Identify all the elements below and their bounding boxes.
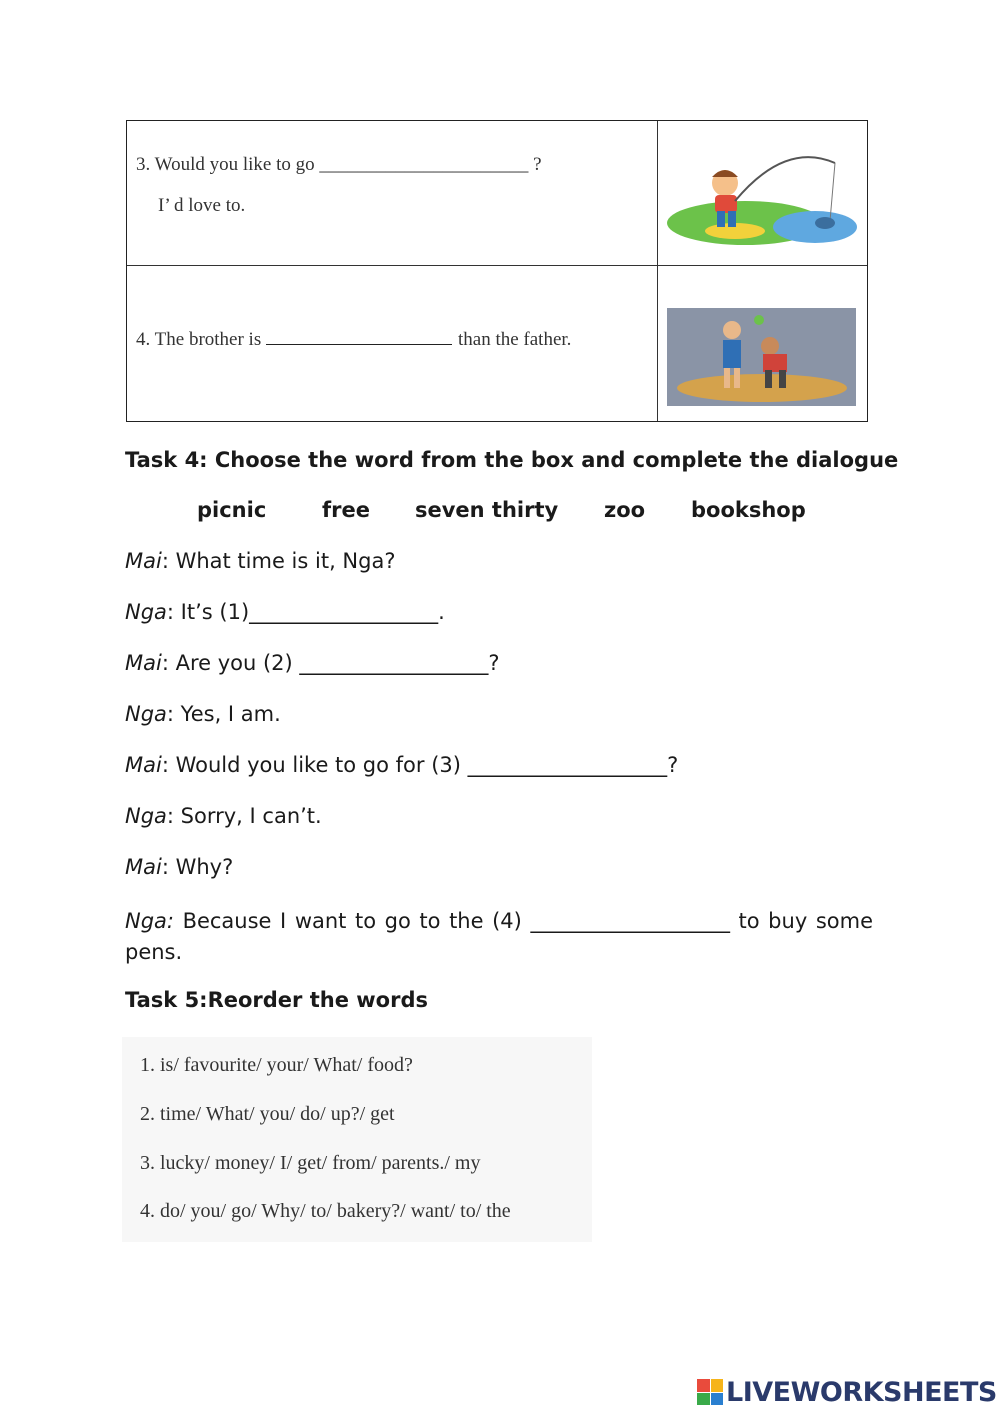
dialogue-line: Nga: Yes, I am. (125, 702, 281, 726)
dialogue-text: Would you like to go for (3) ___________________? (168, 753, 679, 777)
dialogue-text: Because I want to go to the (4) ___________________ to buy some pens. (125, 909, 873, 964)
speaker-name: Nga (125, 804, 167, 828)
dialogue-line[interactable]: Nga: It’s (1)__________________. (125, 600, 445, 624)
dialogue-line[interactable]: Mai: Are you (2) __________________? (125, 651, 500, 675)
liveworksheets-logo (697, 1372, 997, 1412)
word-option-seven-thirty: seven thirty (415, 498, 559, 522)
dialogue-line: Mai: Why? (125, 855, 234, 879)
fishing-boy-picture (665, 151, 861, 251)
word-option-picnic: picnic (197, 498, 267, 522)
dialogue-text: Why? (168, 855, 234, 879)
dialogue-text: Yes, I am. (174, 702, 281, 726)
q4-prompt (136, 326, 571, 351)
dialogue-line[interactable]: Mai: Would you like to go for (3) ___________________? (125, 753, 679, 777)
reorder-item: 3. lucky/ money/ I/ get/ from/ parents./ my (140, 1152, 481, 1174)
dialogue-text: What time is it, Nga? (168, 549, 396, 573)
word-option-zoo: zoo (604, 498, 646, 522)
logo-icon (697, 1379, 723, 1405)
speaker-name: Mai (125, 753, 162, 777)
speaker-name: Mai (125, 549, 162, 573)
dialogue-text: It’s (1)__________________. (174, 600, 445, 624)
dialogue-line-last[interactable] (125, 906, 873, 968)
table-row-q3 (127, 121, 867, 266)
dialogue-line: Mai: What time is it, Nga? (125, 549, 396, 573)
word-option-free: free (322, 498, 370, 522)
q4-suffix: than the father. (458, 329, 572, 350)
reorder-item: 2. time/ What/ you/ do/ up?/ get (140, 1103, 395, 1125)
table-row-q4 (127, 266, 867, 421)
task4-heading: Task 4: Choose the word from the box and complete the dialogue (125, 448, 899, 472)
logo-text: LIVEWORKSHEETS (726, 1376, 997, 1408)
question-table (126, 120, 868, 422)
dialogue-text: Are you (2) __________________? (168, 651, 500, 675)
brother-father-picture (667, 308, 856, 406)
speaker-name: Nga (125, 702, 167, 726)
q3-prompt: 3. Would you like to go ______________________ ? (136, 154, 542, 175)
word-option-bookshop: bookshop (691, 498, 806, 522)
speaker-name: Nga: (125, 909, 174, 933)
reorder-item: 4. do/ you/ go/ Why/ to/ bakery?/ want/ to/ the (140, 1200, 511, 1222)
task5-heading: Task 5:Reorder the words (125, 988, 428, 1012)
speaker-name: Mai (125, 855, 162, 879)
dialogue-text: Sorry, I can’t. (174, 804, 322, 828)
q3-answer: I’ d love to. (158, 195, 246, 216)
q4-blank[interactable] (266, 326, 452, 345)
reorder-item: 1. is/ favourite/ your/ What/ food? (140, 1054, 413, 1076)
speaker-name: Mai (125, 651, 162, 675)
dialogue-line: Nga: Sorry, I can’t. (125, 804, 322, 828)
q4-prefix: 4. The brother is (136, 329, 266, 350)
speaker-name: Nga (125, 600, 167, 624)
